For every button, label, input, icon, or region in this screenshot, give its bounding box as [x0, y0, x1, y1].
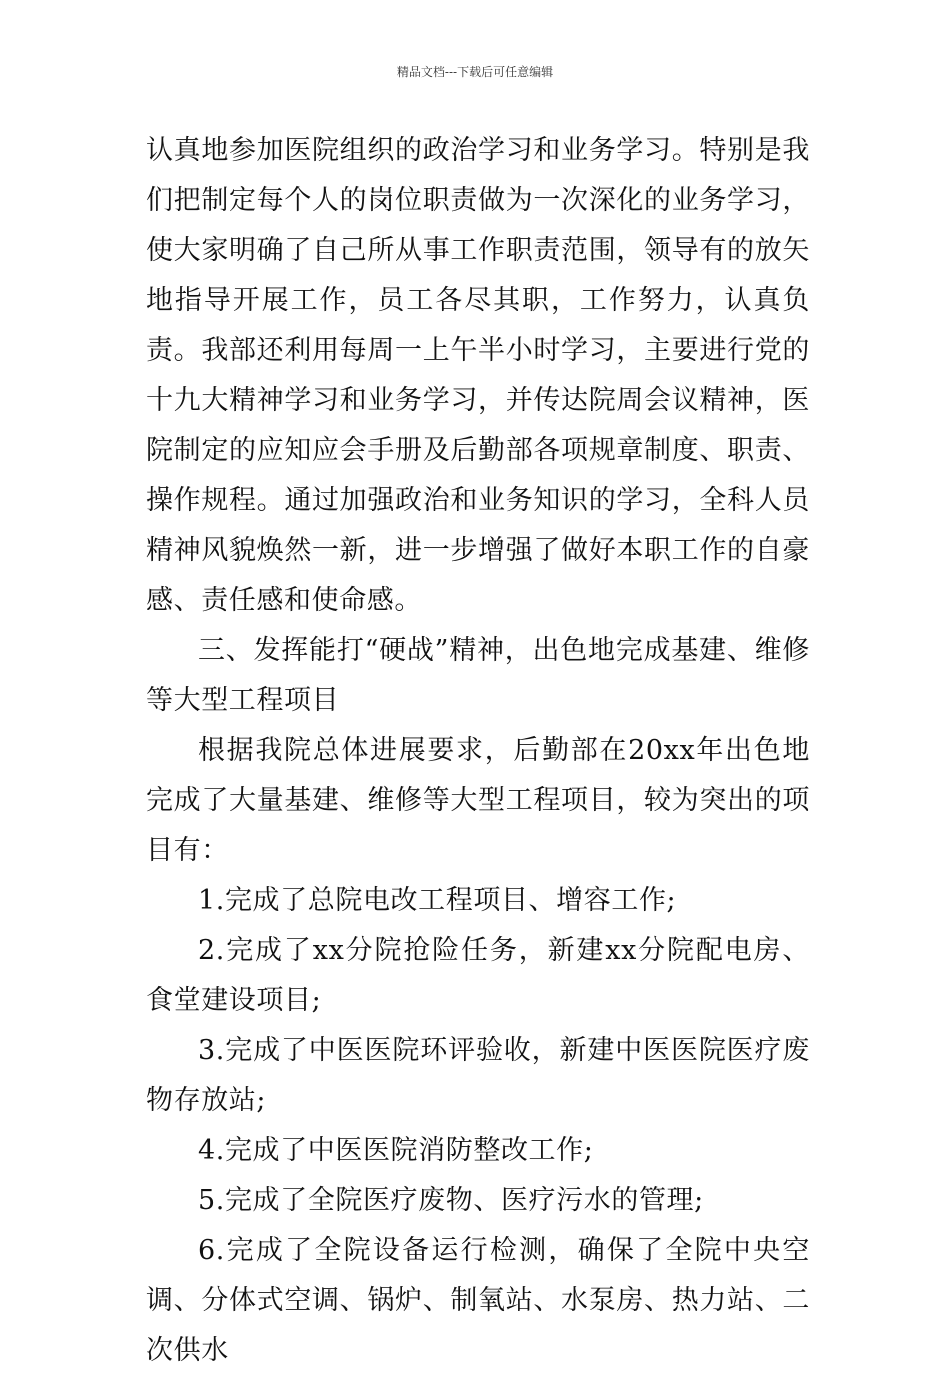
paragraph-continued: 认真地参加医院组织的政治学习和业务学习。特别是我们把制定每个人的岗位职责做为一次深化的业务学习，使大家明确了自己所从事工作职责范围，领导有的放矢地指导开展工作，员工各尽其职，工作努力，认真负责。我部还利用每周一上午半小时学习，主要进行党的十九大精神学习和业务学习，并传达院周会议精神，医院制定的应知应会手册及后勤部各项规章制度、职责、操作规程。通过加强政治和业务知识的学习，全科人员精神风貌焕然一新，进一步增强了做好本职工作的自豪感、责任感和使命感。	[146, 135, 810, 616]
list-item: 2.完成了xx分院抢险任务，新建xx分院配电房、食堂建设项目;	[146, 935, 810, 1016]
list-item: 3.完成了中医医院环评验收，新建中医医院医疗废物存放站;	[146, 1035, 810, 1116]
list-item: 4.完成了中医医院消防整改工作;	[198, 1135, 594, 1166]
list-item: 1.完成了总院电改工程项目、增容工作;	[198, 885, 677, 916]
list-item: 6.完成了全院设备运行检测，确保了全院中央空调、分体式空调、锅炉、制氧站、水泵房、热力站、二次供水	[146, 1235, 810, 1366]
document-body	[146, 126, 810, 1376]
section-heading: 三、发挥能打“硬战”精神，出色地完成基建、维修等大型工程项目	[146, 635, 810, 716]
page-header: 精品文档---下载后可任意编辑	[396, 65, 554, 79]
list-item: 5.完成了全院医疗废物、医疗污水的管理;	[198, 1185, 704, 1216]
paragraph-intro: 根据我院总体进展要求，后勤部在20xx年出色地完成了大量基建、维修等大型工程项目，较为突出的项目有：	[146, 735, 810, 866]
